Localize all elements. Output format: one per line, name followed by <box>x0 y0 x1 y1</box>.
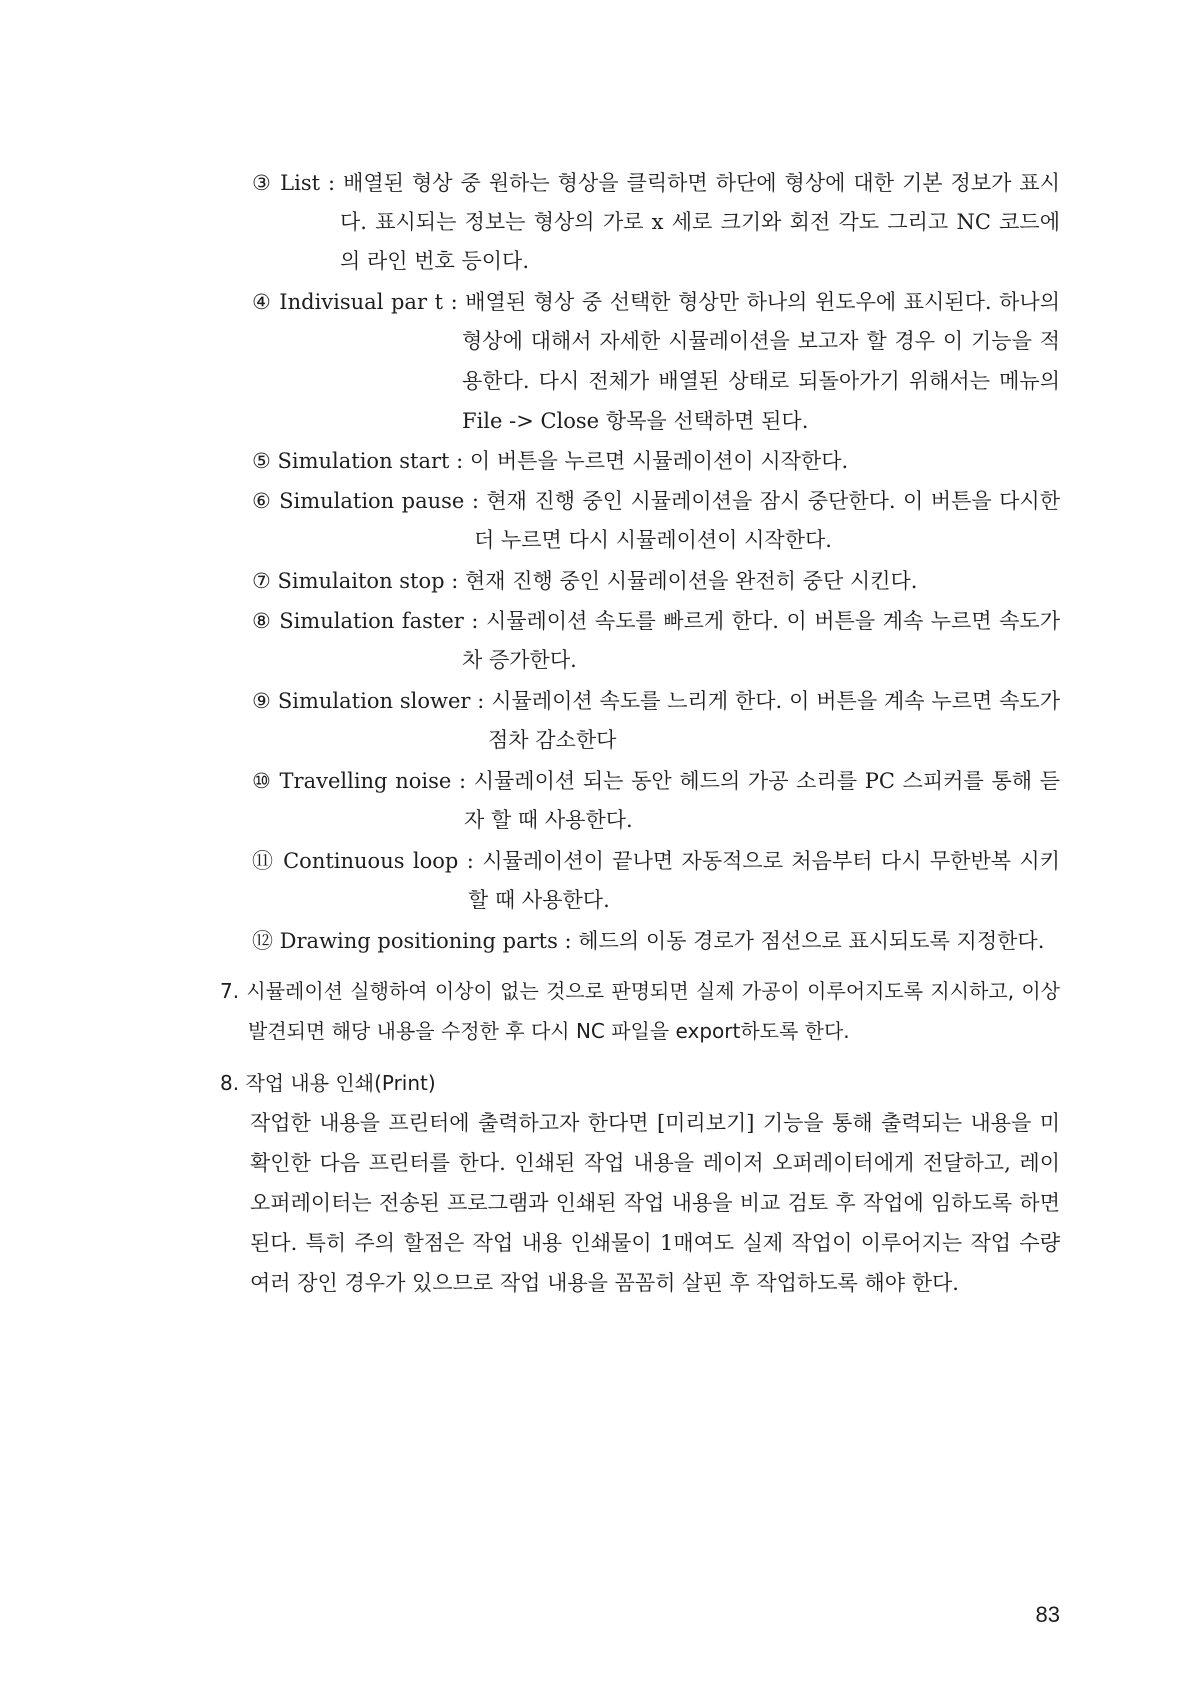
step-7-line-2: 발견되면 해당 내용을 수정한 후 다시 NC 파일을 export하도록 한다. <box>248 1019 850 1043</box>
item-simulation-stop-line-1: ⑦ Simulaiton stop : 현재 진행 중인 시뮬레이션을 완전히 중단 시킨다. <box>252 569 918 593</box>
item-individual-part-line-4: File -> Close 항목을 선택하면 된다. <box>462 409 809 433</box>
item-simulation-pause-line-1: ⑥ Simulation pause : 현재 진행 중인 시뮬레이션을 잠시 중단한다. 이 버튼을 다시한 <box>252 489 1060 513</box>
item-continuous-loop-line-2: 할 때 사용한다. <box>468 888 610 912</box>
item-list-line-3: 의 라인 번호 등이다. <box>340 249 529 273</box>
step-7-line-1: 7. 시뮬레이션 실행하여 이상이 없는 것으로 판명되면 실제 가공이 이루어지도록 지시하고, 이상 <box>220 979 1060 1003</box>
item-individual-part-line-1: ④ Indivisual par t : 배열된 형상 중 선택한 형상만 하나의 윈도우에 표시된다. 하나의 <box>252 290 1060 314</box>
item-list-line-2: 다. 표시되는 정보는 형상의 가로 x 세로 크기와 회전 각도 그리고 NC 코드에 <box>340 210 1060 234</box>
item-individual-part-line-3: 용한다. 다시 전체가 배열된 상태로 되돌아가기 위해서는 메뉴의 <box>462 369 1060 393</box>
step-8-line-3: 오퍼레이터는 전송된 프로그램과 인쇄된 작업 내용을 비교 검토 후 작업에 임하도록 하면 <box>250 1191 1060 1215</box>
item-simulation-pause-line-2: 더 누르면 다시 시뮬레이션이 시작한다. <box>474 528 832 552</box>
item-list-line-1: ③ List : 배열된 형상 중 원하는 형상을 클릭하면 하단에 형상에 대한 기본 정보가 표시 <box>252 171 1060 195</box>
step-8-line-4: 된다. 특히 주의 할점은 작업 내용 인쇄물이 1매여도 실제 작업이 이루어지는 작업 수량 <box>250 1231 1060 1255</box>
step-8-line-5: 여러 장인 경우가 있으므로 작업 내용을 꼼꼼히 살핀 후 작업하도록 해야 한다. <box>250 1271 959 1295</box>
item-simulation-start-line-1: ⑤ Simulation start : 이 버튼을 누르면 시뮬레이션이 시작한다. <box>252 449 849 473</box>
item-simulation-slower-line-2: 점차 감소한다 <box>488 728 617 752</box>
item-simulation-slower-line-1: ⑨ Simulation slower : 시뮬레이션 속도를 느리게 한다. 이 버튼을 계속 누르면 속도가 <box>252 689 1060 713</box>
item-simulation-faster-line-2: 차 증가한다. <box>462 648 577 672</box>
page-number: 83 <box>1035 1602 1060 1627</box>
item-continuous-loop-line-1: ⑪ Continuous loop : 시뮬레이션이 끝나면 자동적으로 처음부터 다시 무한반복 시키 <box>252 849 1060 873</box>
item-individual-part-line-2: 형상에 대해서 자세한 시뮬레이션을 보고자 할 경우 이 기능을 적 <box>462 329 1060 353</box>
step-8-line-1: 작업한 내용을 프린터에 출력하고자 한다면 [미리보기] 기능을 통해 출력되는 내용을 미 <box>250 1111 1060 1135</box>
item-travelling-noise-line-2: 자 할 때 사용한다. <box>464 808 633 832</box>
step-8-line-2: 확인한 다음 프린터를 한다. 인쇄된 작업 내용을 레이저 오퍼레이터에게 전달하고, 레이 <box>250 1151 1060 1175</box>
item-drawing-positioning-parts-line-1: ⑫ Drawing positioning parts : 헤드의 이동 경로가 점선으로 표시되도록 지정한다. <box>252 929 1045 953</box>
item-travelling-noise-line-1: ⑩ Travelling noise : 시뮬레이션 되는 동안 헤드의 가공 소리를 PC 스피커를 통해 듣 <box>252 769 1060 793</box>
item-simulation-faster-line-1: ⑧ Simulation faster : 시뮬레이션 속도를 빠르게 한다. 이 버튼을 계속 누르면 속도가 <box>252 609 1060 633</box>
step-8-heading: 8. 작업 내용 인쇄(Print) <box>220 1071 436 1095</box>
